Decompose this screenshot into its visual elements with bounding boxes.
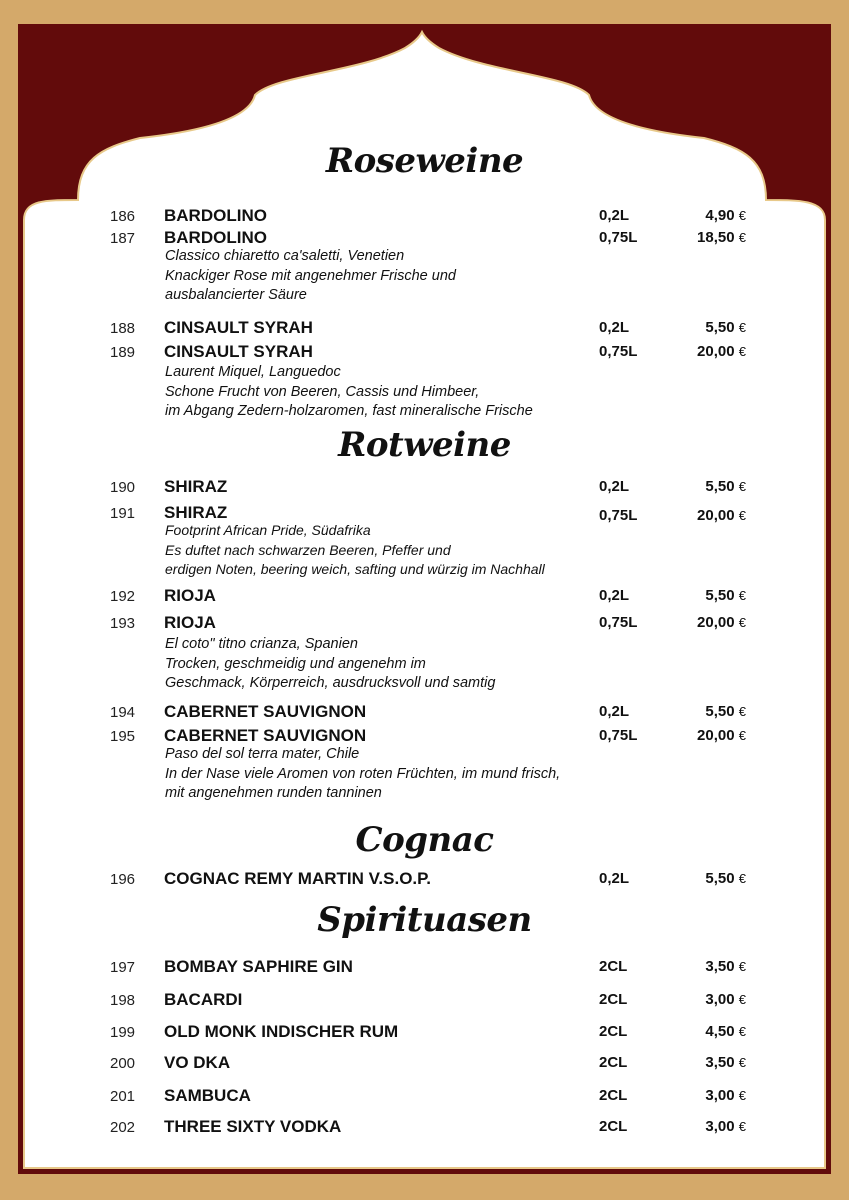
item-price: 5,50 € [705,587,746,604]
item-price: 5,50 € [705,319,746,336]
menu-item-189 [0,342,849,364]
menu-item-197 [0,957,849,979]
item-price: 5,50 € [705,703,746,720]
item-number: 199 [110,1024,136,1041]
euro-sign: € [738,728,746,743]
item-price: 3,50 € [705,1054,746,1071]
item-number: 186 [110,208,136,225]
item-price: 3,50 € [705,958,746,975]
item-name: BACARDI [164,990,243,1009]
item-description-cabernet-sauvignon: Paso del sol terra mater, Chile In der Nase viele Aromen von roten Früchten, im mund frisch, mit angenehmen runden tanninen [165,746,561,801]
euro-sign: € [738,320,746,335]
menu-item-194 [0,702,849,724]
item-price: 3,00 € [705,1087,746,1104]
item-number: 191 [110,505,136,522]
item-price: 20,00 € [697,507,746,524]
item-size: 2CL [599,991,628,1008]
section-title-spirituasen: Spirituasen [317,900,532,940]
item-description-bardolino: Classico chiaretto ca'saletti, Venetien Knackiger Rose mit angenehmer Frische und ausbalancierter Säure [165,248,456,303]
item-size: 0,2L [599,870,630,887]
section-title-cognac: Cognac [355,820,494,860]
item-price: 5,50 € [705,870,746,887]
item-size: 0,2L [599,703,630,720]
item-description-cinsault-syrah: Laurent Miquel, Languedoc Schone Frucht von Beeren, Cassis und Himbeer, im Abgang Zedern-holzaromen, fast mineralische Frische [165,364,533,419]
menu-item-198 [0,990,849,1012]
item-price: 4,90 € [705,207,746,224]
item-description-rioja: El coto" titno crianza, Spanien Trocken, geschmeidig und angenehm im Geschmack, Körperreich, ausdrucksvoll und samtig [165,636,496,691]
item-size: 0,75L [599,507,638,524]
item-number: 201 [110,1088,136,1105]
item-name: BARDOLINO [164,206,267,225]
item-number: 198 [110,992,136,1009]
menu-item-186 [0,206,849,228]
item-name: CABERNET SAUVIGNON [164,726,367,745]
item-name: CABERNET SAUVIGNON [164,702,367,721]
item-size: 0,75L [599,343,638,360]
item-number: 193 [110,615,136,632]
euro-sign: € [738,1024,746,1039]
item-price: 5,50 € [705,478,746,495]
item-price: 4,50 € [705,1023,746,1040]
item-name: BOMBAY SAPHIRE GIN [164,957,353,976]
item-price: 3,00 € [705,1118,746,1135]
item-price: 18,50 € [697,229,746,246]
euro-sign: € [738,588,746,603]
item-name: SAMBUCA [164,1086,251,1105]
item-number: 190 [110,479,136,496]
euro-sign: € [738,479,746,494]
menu-item-202 [0,1117,849,1139]
item-number: 202 [110,1119,136,1136]
euro-sign: € [738,871,746,886]
item-price: 20,00 € [697,343,746,360]
item-size: 0,75L [599,727,638,744]
item-size: 0,2L [599,587,630,604]
item-number: 192 [110,588,136,605]
item-name: RIOJA [164,586,216,605]
item-number: 197 [110,959,136,976]
item-size: 2CL [599,1118,628,1135]
item-name: CINSAULT SYRAH [164,318,313,337]
menu-item-200 [0,1053,849,1075]
item-number: 187 [110,230,136,247]
item-number: 188 [110,320,136,337]
item-size: 0,2L [599,207,630,224]
item-description-shiraz: Footprint African Pride, Südafrika Es duftet nach schwarzen Beeren, Pfeffer und erdigen Noten, beering weich, safting und würzig im Nachhall [165,522,545,577]
menu-item-193 [0,613,849,635]
item-price: 20,00 € [697,727,746,744]
section-title-rotweine: Rotweine [338,425,511,465]
menu-item-199 [0,1022,849,1044]
item-name: BARDOLINO [164,228,267,247]
item-number: 200 [110,1055,136,1072]
euro-sign: € [738,1055,746,1070]
menu-item-190 [0,477,849,499]
item-number: 189 [110,344,136,361]
item-size: 0,2L [599,478,630,495]
euro-sign: € [738,508,746,523]
item-size: 2CL [599,958,628,975]
item-name: COGNAC REMY MARTIN V.S.O.P. [164,869,432,888]
item-size: 2CL [599,1054,628,1071]
item-size: 0,75L [599,614,638,631]
item-name: SHIRAZ [164,503,228,522]
item-name: OLD MONK INDISCHER RUM [164,1022,399,1041]
item-number: 195 [110,728,136,745]
menu-item-188 [0,318,849,340]
menu-item-201 [0,1086,849,1108]
item-size: 0,75L [599,229,638,246]
item-number: 196 [110,871,136,888]
item-number: 194 [110,704,136,721]
euro-sign: € [738,704,746,719]
item-price: 20,00 € [697,614,746,631]
item-name: THREE SIXTY VODKA [164,1117,342,1136]
menu-item-192 [0,586,849,608]
item-size: 2CL [599,1087,628,1104]
item-price: 3,00 € [705,991,746,1008]
euro-sign: € [738,1088,746,1103]
section-title-roseweine: Roseweine [325,141,524,181]
euro-sign: € [738,344,746,359]
euro-sign: € [738,615,746,630]
item-name: VO DKA [164,1053,231,1072]
item-name: CINSAULT SYRAH [164,342,313,361]
euro-sign: € [738,208,746,223]
item-size: 2CL [599,1023,628,1040]
euro-sign: € [738,992,746,1007]
menu-item-196 [0,869,849,891]
euro-sign: € [738,1119,746,1134]
euro-sign: € [738,230,746,245]
item-size: 0,2L [599,319,630,336]
item-name: RIOJA [164,613,216,632]
item-name: SHIRAZ [164,477,228,496]
euro-sign: € [738,959,746,974]
